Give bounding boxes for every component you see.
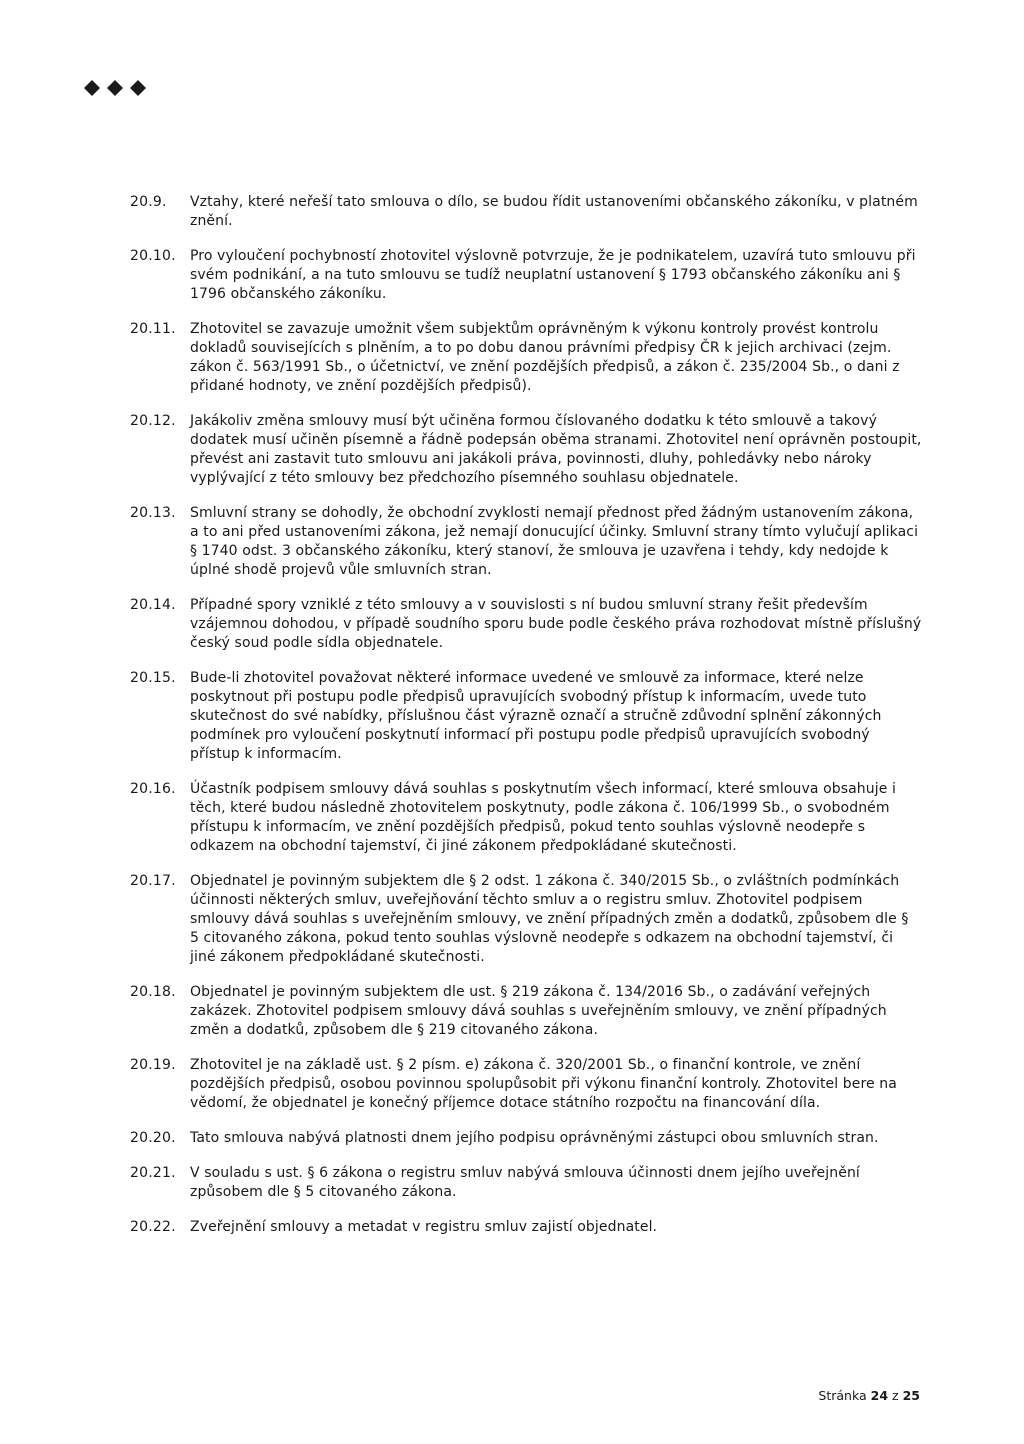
clause-20-9: [130, 193, 922, 231]
current-page-number: 24: [870, 1388, 889, 1403]
clause-number: 20.15.: [130, 670, 176, 686]
clause-20-21: [130, 1164, 922, 1202]
clause-text: Bude-li zhotovitel považovat některé informace uvedené ve smlouvě za informace, které nelze poskytnout při postupu podle předpisů upravujících svobodný přístup k informacím, uvede tuto skutečnost do své nabídky, příslušnou část výrazně označí a stručně zdůvodní splnění zákonných podmínek pro vyloučení poskytnutí informací při postupu podle předpisů upravujících svobodný přístup k informacím.: [190, 670, 882, 762]
clause-text: Vztahy, které neřeší tato smlouva o dílo, se budou řídit ustanoveními občanského zákoníku, v platném znění.: [190, 194, 918, 229]
clause-text: Účastník podpisem smlouvy dává souhlas s poskytnutím všech informací, které smlouva obsahuje i těch, které budou následně zhotovitelem poskytnuty, podle zákona č. 106/1999 Sb., o svobodném přístupu k informacím, ve znění pozdějších předpisů, pokud tento souhlas výslovně neodepře s odkazem na obchodní tajemství, či jiné zákonem předpokládané skutečnosti.: [190, 781, 896, 854]
clause-text: Zveřejnění smlouvy a metadat v registru smluv zajistí objednatel.: [190, 1219, 658, 1235]
clause-text: Jakákoliv změna smlouvy musí být učiněna formou číslovaného dodatku k této smlouvě a takový dodatek musí učiněn písemně a řádně podepsán oběma stranami. Zhotovitel není oprávněn postoupit, převést ani zastavit tuto smlouvu ani jakákoli práva, povinnosti, dluhy, pohledávky nebo nároky vyplývající z této smlouvy bez předchozího písemného souhlasu objednatele.: [190, 413, 922, 486]
clause-text: Zhotovitel se zavazuje umožnit všem subjektům oprávněným k výkonu kontroly provést kontrolu dokladů souvisejících s plněním, a to po dobu danou právními předpisy ČR k jejich archivaci (zejm. zákon č. 563/1991 Sb., o účetnictví, ve znění pozdějších předpisů, a zákon č. 235/2004 Sb., o dani z přidané hodnoty, ve znění pozdějších předpisů).: [190, 321, 900, 394]
clause-number: 20.14.: [130, 597, 176, 613]
clause-number: 20.18.: [130, 984, 176, 1000]
clause-number: 20.16.: [130, 781, 176, 797]
page-separator: z: [892, 1388, 899, 1403]
clause-20-16: [130, 780, 922, 856]
clause-number: 20.22.: [130, 1219, 176, 1235]
page-label: Stránka: [818, 1388, 867, 1403]
clause-number: 20.19.: [130, 1057, 176, 1073]
clause-text: Objednatel je povinným subjektem dle § 2 odst. 1 zákona č. 340/2015 Sb., o zvláštních podmínkách účinnosti některých smluv, uveřejňování těchto smluv a o registru smluv. Zhotovitel podpisem smlouvy dává souhlas s uveřejněním smlouvy, ve znění případných změn a dodatků, způsobem dle § 5 citovaného zákona, pokud tento souhlas výslovně neodepře s odkazem na obchodní tajemství, či jiné zákonem předpokládané skutečnosti.: [190, 873, 909, 965]
clause-20-14: [130, 596, 922, 653]
clause-number: 20.13.: [130, 505, 176, 521]
clause-text: V souladu s ust. § 6 zákona o registru smluv nabývá smlouva účinnosti dnem jejího uveřejnění způsobem dle § 5 citovaného zákona.: [190, 1165, 860, 1200]
clause-number: 20.9.: [130, 194, 167, 210]
clause-text: Smluvní strany se dohodly, že obchodní zvyklosti nemají přednost před žádným ustanovením zákona, a to ani před ustanoveními zákona, jež nemají donucující účinky. Smluvní strany tímto vylučují aplikaci § 1740 odst. 3 občanského zákoníku, který stanoví, že smlouva je uzavřena i tehdy, kdy nedojde k úplné shodě projevů vůle smluvních stran.: [190, 505, 919, 578]
total-pages-number: 25: [902, 1388, 920, 1403]
clause-text: Objednatel je povinným subjektem dle ust. § 219 zákona č. 134/2016 Sb., o zadávání veřejných zakázek. Zhotovitel podpisem smlouvy dává souhlas s uveřejněním smlouvy, ve znění případných změn a dodatků, způsobem dle § 219 citovaného zákona.: [190, 984, 887, 1038]
clause-20-17: [130, 872, 922, 967]
clause-number: 20.20.: [130, 1130, 176, 1146]
clause-text: Tato smlouva nabývá platnosti dnem jejího podpisu oprávněnými zástupci obou smluvních stran.: [190, 1130, 879, 1146]
clause-20-19: [130, 1056, 922, 1113]
clause-text: Případné spory vzniklé z této smlouvy a v souvislosti s ní budou smluvní strany řešit především vzájemnou dohodou, v případě soudního sporu bude podle českého práva rozhodovat místně příslušný český soud podle sídla objednatele.: [190, 597, 922, 651]
clause-20-22: [130, 1218, 922, 1237]
clause-20-12: [130, 412, 922, 488]
clause-number: 20.21.: [130, 1165, 176, 1181]
clause-text: Zhotovitel je na základě ust. § 2 písm. e) zákona č. 320/2001 Sb., o finanční kontrole, ve znění pozdějších předpisů, osobou povinnou spolupůsobit při výkonu finanční kontroly. Zhotovitel bere na vědomí, že objednatel je konečný příjemce dotace státního rozpočtu na financování díla.: [190, 1057, 897, 1111]
clause-20-13: [130, 504, 922, 580]
page-number-footer: [780, 1388, 920, 1403]
clause-number: 20.17.: [130, 873, 176, 889]
three-diamonds-logo-icon: [83, 78, 147, 98]
clause-number: 20.12.: [130, 413, 176, 429]
clause-20-15: [130, 669, 922, 764]
clause-number: 20.10.: [130, 248, 176, 264]
clause-text: Pro vyloučení pochybností zhotovitel výslovně potvrzuje, že je podnikatelem, uzavírá tuto smlouvu při svém podnikání, a na tuto smlouvu se tudíž neuplatní ustanovení § 1793 občanského zákoníku ani § 1796 občanského zákoníku.: [190, 248, 916, 302]
clause-number: 20.11.: [130, 321, 176, 337]
clause-list: [130, 193, 922, 1253]
clause-20-11: [130, 320, 922, 396]
clause-20-20: [130, 1129, 922, 1148]
clause-20-18: [130, 983, 922, 1040]
clause-20-10: [130, 247, 922, 304]
